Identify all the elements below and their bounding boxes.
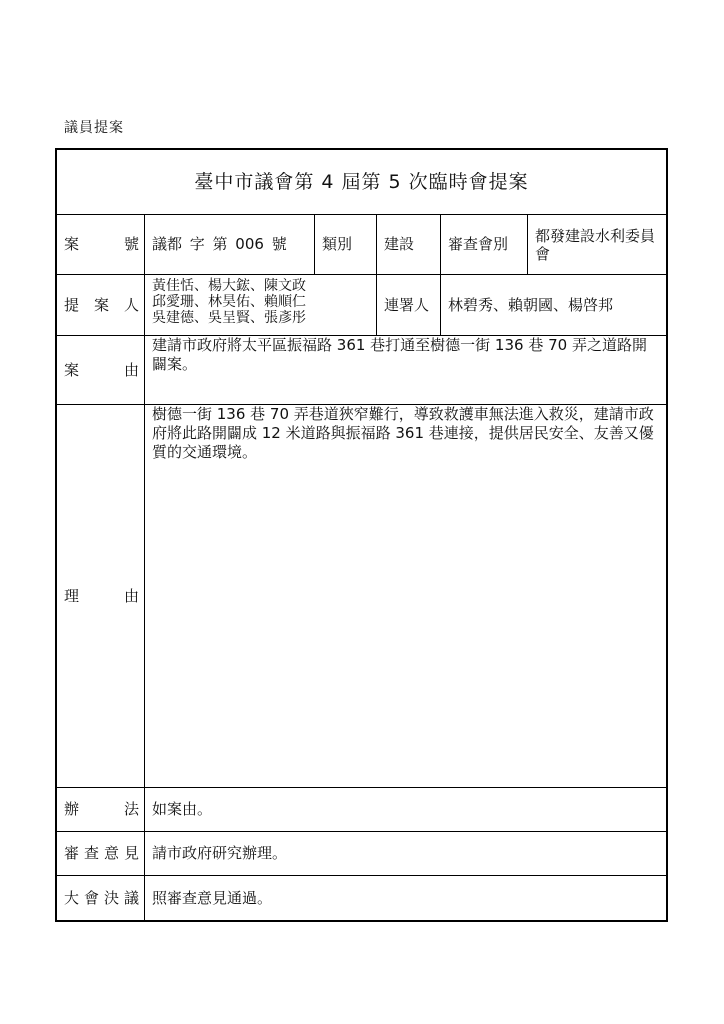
committee-label: 審查會別 xyxy=(448,235,509,253)
proposers-label: 提 案 人 xyxy=(64,295,139,314)
proposal-form xyxy=(55,148,668,922)
proposers-names xyxy=(145,275,376,335)
reason-label: 理 由 xyxy=(64,586,139,605)
subject-label: 案 由 xyxy=(64,360,139,379)
subject-value: 建請市政府將太平區振福路 361 巷打通至樹德一街 136 巷 70 弄之道路開闢案。 xyxy=(152,336,647,373)
case-number-value: 議都 字 第 006 號 xyxy=(152,235,287,253)
case-number-label: 案 號 xyxy=(64,235,139,253)
page-label: 議員提案 xyxy=(64,120,124,136)
review-value: 請市政府研究辦理。 xyxy=(152,844,288,862)
cosigner-label: 連署人 xyxy=(384,295,430,314)
category-label: 類別 xyxy=(322,235,353,253)
resolution-label: 大 會 決 議 xyxy=(64,888,139,907)
method-value: 如案由。 xyxy=(152,800,213,818)
review-label: 審 查 意 見 xyxy=(64,844,139,862)
proposers-line: 邱愛珊、林昊佑、賴順仁 xyxy=(152,294,306,310)
method-label: 辦 法 xyxy=(64,800,139,818)
cosigner-value: 林碧秀、賴朝國、楊啓邦 xyxy=(448,295,614,314)
category-value: 建設 xyxy=(384,235,415,253)
proposers-line: 黃佳恬、楊大鋐、陳文政 xyxy=(152,278,306,294)
committee-value: 都發建設水利委員會 xyxy=(535,226,656,263)
resolution-value: 照審查意見通過。 xyxy=(152,888,273,907)
reason-value: 樹德一街 136 巷 70 弄巷道狹窄難行，導致救護車無法進入救災，建請市政府將此路開闢成 12 米道路與振福路 361 巷連接，提供居民安全、友善又優質的交通環境。 xyxy=(152,405,654,461)
form-title: 臺中市議會第 4 屆第 5 次臨時會提案 xyxy=(194,171,529,193)
proposers-line: 吳建德、吳呈賢、張彥彤 xyxy=(152,310,306,326)
